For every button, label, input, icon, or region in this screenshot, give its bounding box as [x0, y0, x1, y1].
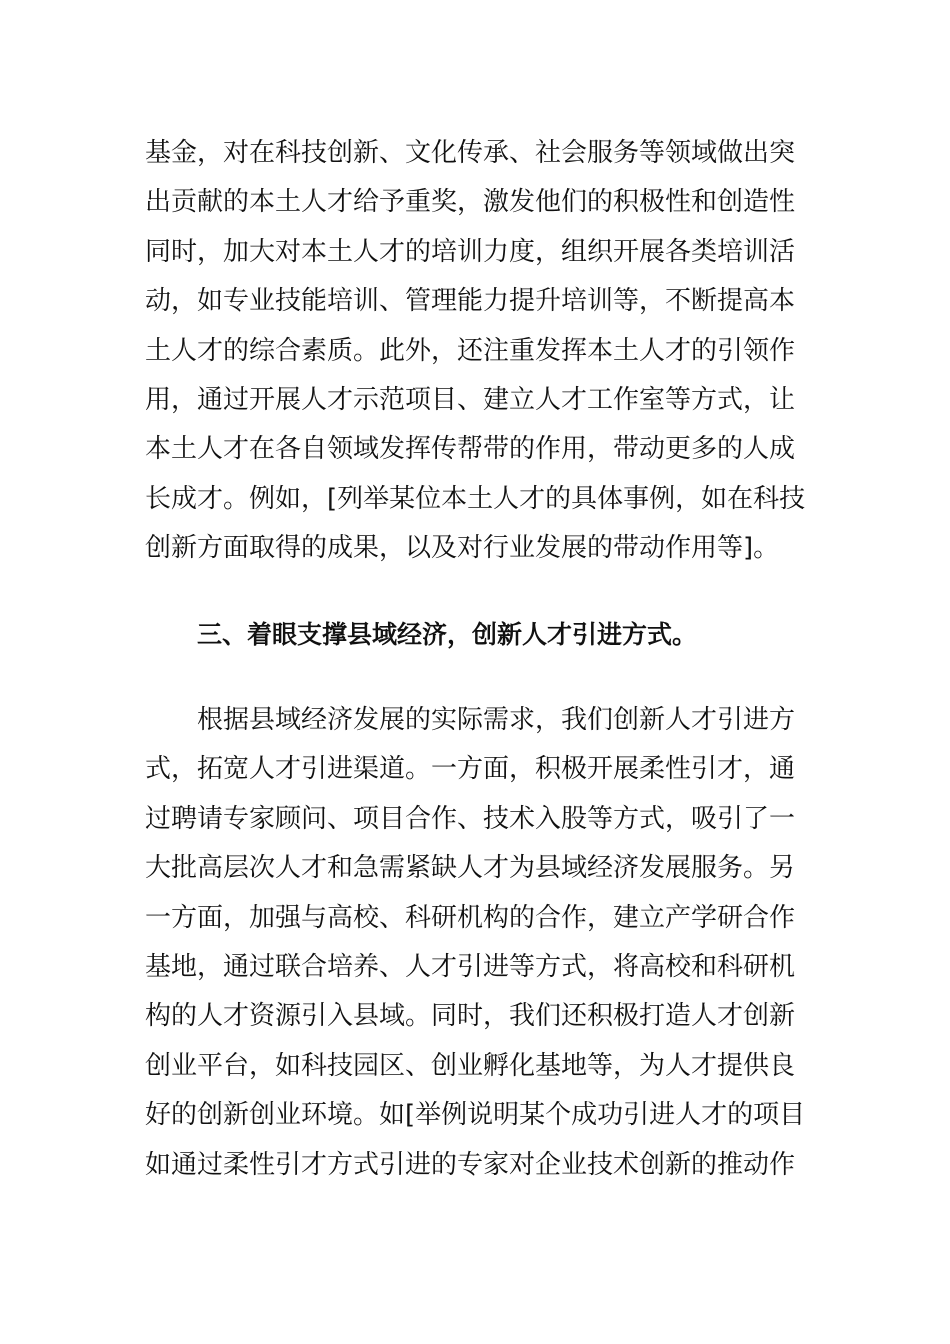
text-line: 构的人才资源引入县域。同时，我们还积极打造人才创新 [145, 1001, 796, 1032]
text-line: 根据县域经济发展的实际需求，我们创新人才引进方 [145, 705, 796, 735]
text-line: 基地，通过联合培养、人才引进等方式，将高校和科研机 [145, 951, 796, 982]
text-line: 一方面，加强与高校、科研机构的合作，建立产学研合作 [145, 902, 796, 933]
text-line: 创新方面取得的成果，以及对行业发展的带动作用等]。 [145, 533, 780, 564]
text-line: 出贡献的本土人才给予重奖，激发他们的积极性和创造性 [145, 187, 796, 218]
text-line: 创业平台，如科技园区、创业孵化基地等，为人才提供良 [145, 1050, 796, 1081]
text-line: 过聘请专家顾问、项目合作、技术入股等方式，吸引了一 [145, 803, 796, 834]
text-line: 用，通过开展人才示范项目、建立人才工作室等方式，让 [145, 384, 796, 415]
text-line: 基金，对在科技创新、文化传承、社会服务等领域做出突 [145, 138, 796, 168]
text-line: 同时，加大对本土人才的培训力度，组织开展各类培训活 [145, 236, 796, 267]
text-line: 本土人才在各自领域发挥传帮带的作用，带动更多的人成 [145, 434, 796, 465]
paragraph-talent-introduction [145, 696, 810, 1190]
section-heading: 三、着眼支撑县域经济，创新人才引进方式。 [197, 620, 698, 649]
text-line: 长成才。例如，[列举某位本土人才的具体事例，如在科技 [145, 483, 806, 514]
paragraph-local-talent [145, 129, 810, 574]
text-line: 动，如专业技能培训、管理能力提升培训等，不断提高本 [145, 286, 796, 317]
text-line: 如通过柔性引才方式引进的专家对企业技术创新的推动作 [145, 1149, 796, 1180]
text-line: 土人才的综合素质。此外，还注重发挥本土人才的引领作 [145, 335, 796, 366]
text-line: 好的创新创业环境。如[举例说明某个成功引进人才的项目 [145, 1100, 806, 1131]
text-line: 式，拓宽人才引进渠道。一方面，积极开展柔性引才，通 [145, 754, 796, 785]
text-line: 大批高层次人才和急需紧缺人才为县域经济发展服务。另 [145, 853, 796, 884]
